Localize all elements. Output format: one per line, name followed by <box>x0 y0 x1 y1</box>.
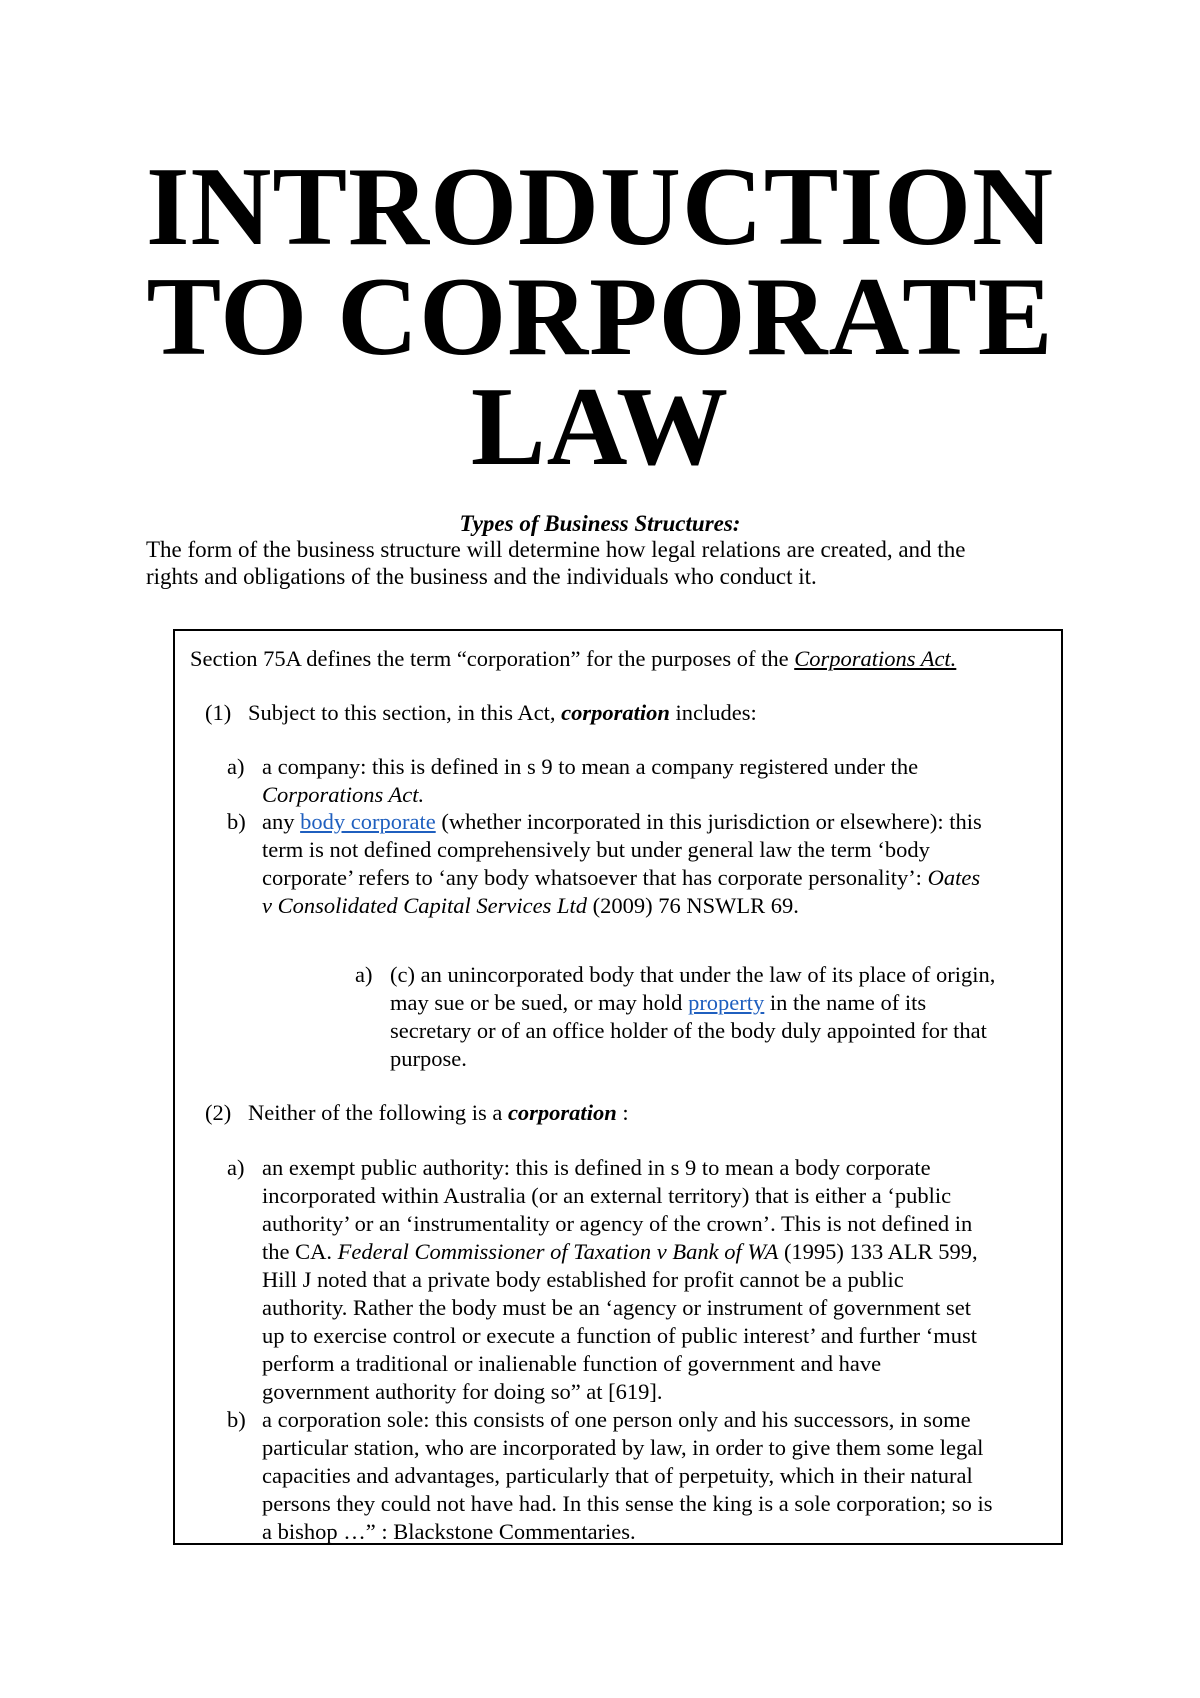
sub2-item-b-line-1: a corporation sole: this consists of one person only and his successors, in some <box>262 1407 971 1432</box>
sub1-text: Subject to this section, in this Act, corporation includes: <box>248 700 757 725</box>
intro-paragraph <box>146 536 1056 590</box>
sub1-item-a-line-1: a company: this is defined in s 9 to mean a company registered under the <box>262 754 919 779</box>
definition-box <box>173 629 1063 1545</box>
section-75a-intro: Section 75A defines the term “corporation” for the purposes of the Corporations Act. <box>190 646 957 671</box>
intro-line-1: The form of the business structure will determine how legal relations are created, and the <box>146 537 966 562</box>
sub1-label: (1) <box>205 700 232 725</box>
sub1-item-a-label: a) <box>227 754 245 779</box>
term-corporation: corporation <box>561 700 670 725</box>
sub1-item-c-label: a) <box>355 962 373 987</box>
sub2-label: (2) <box>205 1100 232 1125</box>
title-line-1: INTRODUCTION <box>145 145 1055 269</box>
sub2-item-a-line-2: incorporated within Australia (or an external territory) that is either a ‘public <box>262 1183 952 1208</box>
sub2-item-b-line-4: persons they could not have had. In this sense the king is a sole corporation; so is <box>262 1491 993 1516</box>
sub1-item-b-line-2: term is not defined comprehensively but under general law the term ‘body <box>262 837 930 862</box>
section-subheading: Types of Business Structures: <box>459 511 741 536</box>
sub2-item-a-line-7: up to exercise control or execute a function of public interest’ and further ‘must <box>262 1323 977 1348</box>
sub2-item-a-line-3: authority’ or an ‘instrumentality or agency of the crown’. This is not defined in <box>262 1211 973 1236</box>
sub1-item-b-label: b) <box>227 809 246 834</box>
sub2-item-a-line-5: Hill J noted that a private body established for profit cannot be a public <box>262 1267 904 1292</box>
sub2-item-b-line-3: capacities and advantages, particularly that of perpetuity, which in their natural <box>262 1463 973 1488</box>
sub1-item-b-line-1: any body corporate (whether incorporated in this jurisdiction or elsewhere): this <box>262 809 982 834</box>
body-corporate-link[interactable]: body corporate <box>300 809 436 834</box>
document-title <box>0 145 1200 489</box>
sub2-text: Neither of the following is a corporation : <box>248 1100 629 1125</box>
sub1-item-c-line-3: secretary or of an office holder of the body duly appointed for that <box>390 1018 987 1043</box>
term-corporation-2: corporation <box>507 1100 617 1125</box>
title-line-2: TO CORPORATE <box>146 255 1054 379</box>
sub1-item-b-line-4: v Consolidated Capital Services Ltd (2009) 76 NSWLR 69. <box>262 893 799 918</box>
sub2-item-b-line-5: a bishop …” : Blackstone Commentaries. <box>262 1519 636 1544</box>
intro-line-2: rights and obligations of the business and the individuals who conduct it. <box>146 564 817 589</box>
sub2-item-b-line-2: particular station, who are incorporated by law, in order to give them some legal <box>262 1435 984 1460</box>
sub1-item-a-line-2: Corporations Act. <box>262 782 425 807</box>
sub1-item-c-line-2: may sue or be sued, or may hold property in the name of its <box>390 990 927 1015</box>
sub2-item-a-line-6: authority. Rather the body must be an ‘agency or instrument of government set <box>262 1295 971 1320</box>
sub1-item-b-line-3: corporate’ refers to ‘any body whatsoever that has corporate personality’: Oates <box>262 865 981 890</box>
sub2-item-a-line-4: the CA. Federal Commissioner of Taxation v Bank of WA (1995) 133 ALR 599, <box>262 1239 978 1264</box>
sub1-item-c-line-4: purpose. <box>390 1046 467 1071</box>
sub2-item-a-line-8: perform a traditional or inalienable function of government and have <box>262 1351 882 1376</box>
sub2-item-a-line-1: an exempt public authority: this is defined in s 9 to mean a body corporate <box>262 1155 931 1180</box>
sub2-item-b-label: b) <box>227 1407 246 1432</box>
sub2-item-a-label: a) <box>227 1155 245 1180</box>
corporations-act-reference: Corporations Act. <box>794 646 957 671</box>
title-line-3: LAW <box>470 365 730 489</box>
sub1-item-c-line-1: (c) an unincorporated body that under the law of its place of origin, <box>390 962 996 987</box>
property-link[interactable]: property <box>688 990 765 1015</box>
sub2-item-a-line-9: government authority for doing so” at [619]. <box>262 1379 663 1404</box>
